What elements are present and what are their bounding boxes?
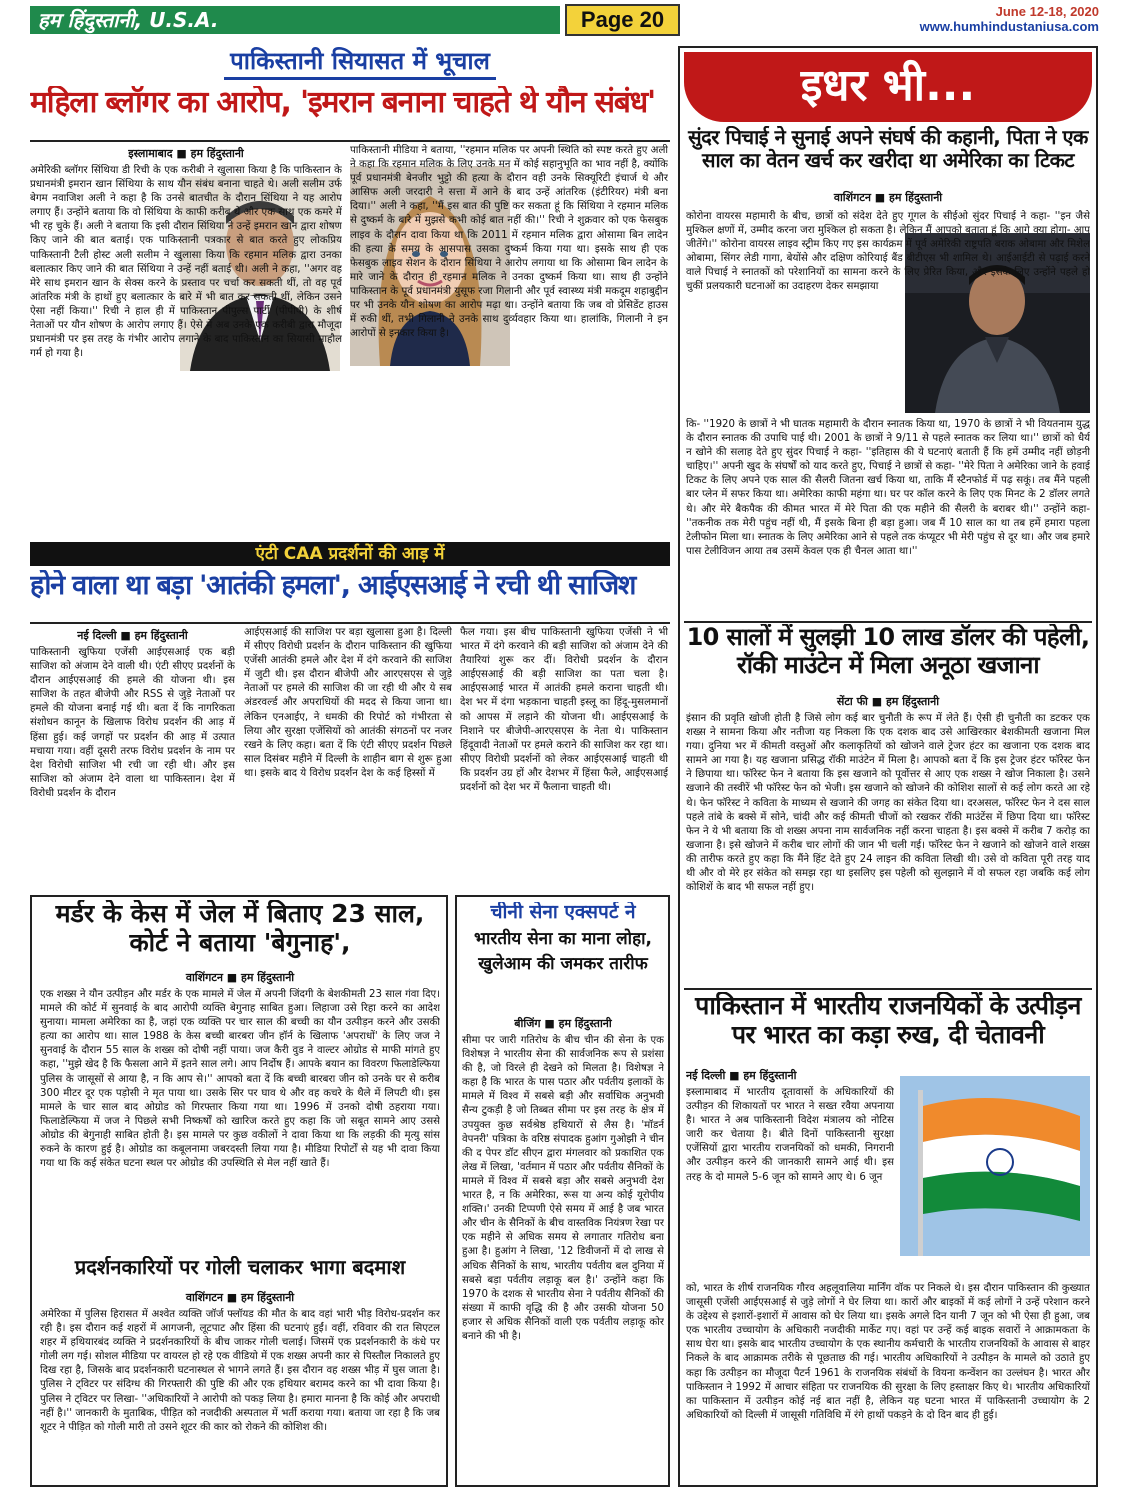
story6-body: कि- ''1920 के छात्रों ने भी घातक महामारी के दौरान स्नातक किया था, 1970 के छात्रों ने भी वियतनाम युद्ध के दौरान स्नातक की उपाधि पाई थी। 2001 के छात्रों ने 9/11 से पहले स्नातक कर लिया था।'' छात्रों को धैर्य न खोने की सलाह देते हुए सुंदर पिचाई ने कहा- ''इतिहास की ये घटनाएं बताती हैं कि हमें उम्मीद नहीं छोड़नी चाहिए।'' अपनी खुद के संघर्षों को याद करते हुए, पिचाई ने छात्रों से कहा- ''मेरे पिता ने अमेरिका जाने के हवाई टिकट के लिए अपने एक साल की सैलरी जितना खर्च किया था, ताकि मैं स्टैनफोर्ड में पढ़ सकूं। तब मैंने पहली बार प्लेन में सफर किया था। अमेरिका काफी महंगा था। घर पर कॉल करने के लिए एक मिनट के 2 डॉलर लगते थे। और मेरे बैकपैक की कीमत भारत में मेरे पिता की एक महीने की सैलरी के बराबर थी।'' उन्होंने कहा- ''तकनीक तक मेरी पहुंच नहीं थी, मैं इसके बिना ही बड़ा हुआ। जब मैं 10 साल का था तब हमें हमारा पहला टेलीफोन मिला था। स्नातक के लिए अमेरिका आने से पहले तक कंप्यूटर भी मेरी पहुंच से दूर था। और जब हमारे पास टेलीविजन आया तब उसमें केवल एक ही चैनल आता था।'' xyxy=(686,419,1090,557)
right-section-banner xyxy=(684,52,1092,122)
story5-byline: बीजिंग ■ हम हिंदुस्तानी xyxy=(514,1017,612,1030)
story8-intro-column xyxy=(686,1066,894,1282)
story4-byline: वाशिंगटन ■ हम हिंदुस्तानी xyxy=(185,1291,295,1304)
story2-body-1: पाकिस्तानी खुफिया एजेंसी आईएसआई एक बड़ी साजिश को अंजाम देने वाली थी। एंटी सीएए प्रदर्शनों के दौरान आईएसआई की हमले की योजना थी। इस साजिश के तहत बीजेपी और RSS से जुड़े नेताओं पर हमले की योजना बनाई गई थी। बता दें कि नागरिकता संशोधन कानून के खिलाफ विरोध प्रदर्शन की आड़ में हिंसा हुई। कई जगहों पर प्रदर्शन की आड़ में उत्पात मचाया गया। वहीं दूसरी तरफ विरोध प्रदर्शन के नाम पर देश विरोधी साजिश भी रची जा रही थी। और इस साजिश को अंजाम देने वाला था पाकिस्तान। देश में विरोधी प्रदर्शन के दौरान xyxy=(30,647,235,799)
story1-headline: महिला ब्लॉगर का आरोप, 'इमरान बनाना चाहते थे यौन संबंध' xyxy=(30,86,655,120)
story6-intro-column xyxy=(686,210,1090,418)
story2-divider xyxy=(30,622,670,624)
masthead xyxy=(0,0,1135,40)
story6-byline-wrap xyxy=(686,190,1090,208)
story3-body-column xyxy=(40,968,440,1244)
story8-byline: नई दिल्ली ■ हम हिंदुस्तानी xyxy=(686,1069,797,1082)
story1-kicker xyxy=(140,44,580,84)
story8-headline: पाकिस्तान में भारतीय राजनयिकों के उत्पीड़न पर भारत का कड़ा रुख, दी चेतावनी xyxy=(695,992,1081,1049)
story5-body: सीमा पर जारी गतिरोध के बीच चीन की सेना के एक विशेषज्ञ ने भारतीय सेना की सार्वजनिक रूप से प्रशंसा की है, जो विरले ही देखने को मिलता है। विशेषज्ञ ने कहा है कि भारत के पास पठार और पर्वतीय इलाकों के मामले में विश्व में सबसे बड़ी और सर्वाधिक अनुभवी सैन्य टुकड़ी है जो तिब्बत सीमा पर इस तरह के क्षेत्र में उपयुक्त कुछ सर्वश्रेष्ठ हथियारों से लैस है। 'मॉडर्न वेपनरी' पत्रिका के वरिष्ठ संपादक हुआंग गुओझी ने चीन की द पेपर डॉट सीएन द्वारा मंगलवार को प्रकाशित एक लेख में लिखा, 'वर्तमान में पठार और पर्वतीय सैनिकों के मामले में विश्व में सबसे बड़ा और सबसे अनुभवी देश भारत है, न कि अमेरिका, रूस या अन्य कोई यूरोपीय शक्ति।' उनकी टिप्पणी ऐसे समय में आई है जब भारत और चीन के सैनिकों के बीच वास्तविक नियंत्रण रेखा पर एक महीने से अधिक समय से लगातार गतिरोध बना हुआ है। हुआंग ने लिखा, '12 डिवीजनों में दो लाख से अधिक सैनिकों के साथ, भारतीय पर्वतीय बल दुनिया में सबसे बड़ा पर्वतीय लड़ाकू बल है।' उन्होंने कहा कि 1970 के दशक से भारतीय सेना ने पर्वतीय सैनिकों की संख्या में काफी वृद्धि की है और उसकी योजना 50 हजार से अधिक सैनिकों वाली एक पर्वतीय लड़ाकू कोर बनाने की भी है। xyxy=(462,1035,664,1342)
story1-byline: इस्लामाबाद ■ हम हिंदुस्तानी xyxy=(128,147,244,160)
story6-intro: कोरोना वायरस महामारी के बीच, छात्रों को संदेश देते हुए गूगल के सीईओ सुंदर पिचाई ने कहा- ''इन जैसे मुश्किल क्षणों में, उम्मीद करना जरा मुश्किल हो सकता है। लेकिन मैं आपको बताता हूं कि आगे क्या होगा- आप जीतेंगे।'' कोरोना वायरस लाइव स्ट्रीम किए गए इस कार्यक्रम में पूर्व अमेरिकी राष्ट्रपति बराक ओबामा और मिशेल ओबामा, सिंगर लेडी गागा, बेयोंसे और दक्षिण कोरियाई बैंड बीटीएस भी शामिल थे। आईआईटी से पढ़ाई करने वाले पिचाई ने स्नातकों को परेशानियों का सामना करने के लिए प्रेरित किया, और इसके लिए उन्होंने पहले हो चुकीं प्रलयकारी घटनाओं का उदाहरण देकर समझाया xyxy=(686,211,1090,293)
story3-body: एक शख्स ने यौन उत्पीड़न और मर्डर के एक मामले में जेल में अपनी जिंदगी के बेशकीमती 23 साल गंवा दिए। मामले की कोर्ट में सुनवाई के बाद आरोपी व्यक्ति बेगुनाह साबित हुआ। लिहाजा उसे रिहा करने का आदेश सुनाया। मामला अमेरिका का है, जहां एक व्यक्ति पर चार साल की बच्ची का यौन उत्पीड़न करने और उसकी हत्या का आरोप था। साल 1988 के केस बच्ची बारबरा जीन हॉर्न के खिलाफ 'अपराधों' के लिए जज ने सुनवाई के दौरान 55 साल के शख्स को दोषी नहीं पाया। जज कैरी वुड ने वाल्टर ओग्रोड से माफी मांगते हुए कहा, ''मुझे खेद है कि फैसला आने में इतने साल लगे। आप निर्दोष हैं। आपके बयान का विवरण फिलाडेल्फिया पुलिस के जासूसों से आया है, न कि आप से।'' आपको बता दें कि बच्ची बारबरा जीन को उनके घर से करीब 300 मीटर दूर एक पड़ोसी ने मृत पाया था। उसके सिर पर घाव थे और वह कचरे के थैले में लिपटी थी। इस मामले के चार साल बाद ओग्रोड को गिरफ्तार किया गया था। 1996 में उनको दोषी ठहराया गया। फिलाडेल्फिया में जज ने पिछले सभी निष्कर्षों को खारिज करते हुए कहा कि जो सबूत सामने आए उससे ओग्रोड की बेगुनाही साबित होती है। इस मामले पर कुछ वकीलों ने दावा किया था कि लड़की की मृत्यु सांस रुकने के कारण हुई है। ओग्रोड का कबूलनामा जबरदस्ती लिया गया है। मीडिया रिपोर्टों से यह भी दावा किया गया था कि कई संकेत घटना स्थल पर ओग्रोड की उपस्थिति से मेल नहीं खाते हैं। xyxy=(40,989,440,1170)
story8-intro: इस्लामाबाद में भारतीय दूतावासों के अधिकारियों की उत्पीड़न की शिकायतों पर भारत ने सख्त रवैया अपनाया है। भारत ने अब पाकिस्तानी विदेश मंत्रालय को नोटिस जारी कर चेताया है। बीते दिनों पाकिस्तानी सुरक्षा एजेंसियों द्वारा भारतीय राजनयिकों को धमकी, निगरानी और उत्पीड़न करने की जानकारी सामने आई थी। इस तरह के दो मामले 5-6 जून को सामने आए थे। 6 जून xyxy=(686,1087,894,1183)
story2-kicker: एंटी CAA प्रदर्शनों की आड़ में xyxy=(255,544,445,564)
story2-headline: होने वाला था बड़ा 'आतंकी हमला', आईएसआई ने रची थी साजिश xyxy=(30,570,636,601)
story1-column-2 xyxy=(350,144,668,539)
story8-body: को, भारत के शीर्ष राजनयिक गौरव अहलूवालिया मार्निंग वॉक पर निकले थे। इस दौरान पाकिस्तान की कुख्यात जासूसी एजेंसी आईएसआई से जुड़े लोगों ने घेर लिया था। कारों और बाइकों में कई लोगों ने उन्हें परेशान करने के उद्देश्य से इशारों-इशारों में आवास को घेर लिया था। इसके अगले दिन यानी 7 जून को भी ऐसा ही हुआ, जब एक भारतीय उच्चायोग के अधिकारी नजदीकी मार्केट गए। वहां पर उन्हें कई बाइक सवारों ने आक्रामकता के साथ घेरा था। इसके बाद भारतीय उच्चायोग के एक स्थानीय कर्मचारी के भारतीय राजनयिकों के आवास से बाहर निकले के बाद आक्रामक तरीके से पूछताछ की गई। भारतीय अधिकारियों ने उत्पीड़न के मामले को उठाते हुए कहा कि उत्पीड़न का मौजूदा पैटर्न 1961 के राजनयिक संबंधों के वियना कन्वेंशन का उल्लंघन है। भारत और पाकिस्तान ने 1992 में आचार संहिता पर राजनयिक की सुरक्षा के लिए हस्ताक्षर किए थे। भारतीय अधिकारियों का पाकिस्तान में उत्पीड़न कोई नई बात नहीं है, लेकिन यह घटना भारत में पाकिस्तानी उच्चायोग के 2 अधिकारियों को दिल्ली में जासूसी गतिविधि में रंगे हाथों पकड़ने के दो दिन बाद ही हुई। xyxy=(686,1283,1090,1421)
page-number: Page 20 xyxy=(565,4,680,36)
story3-byline: वाशिंगटन ■ हम हिंदुस्तानी xyxy=(185,971,295,984)
story5-headline-line1: चीनी सेना एक्सपर्ट ने xyxy=(490,902,636,923)
story5-body-column xyxy=(462,1014,664,1482)
story4-body-column xyxy=(40,1288,440,1484)
story5-headline xyxy=(462,902,664,1014)
story2-body-3: फैल गया। इस बीच पाकिस्तानी खुफिया एजेंसी ने भी भारत में दंगे करवाने की बड़ी साजिश को अंजाम देने की तैयारियां शुरू कर दीं। विरोधी प्रदर्शन के दौरान आईएसआई की बड़ी साजिश का पता चला है। आईएसआई भारत में आतंकी हमले कराना चाहती थी। देश भर में दंगा भड़काना चाहती इस्लू का हिंदू-मुसलमानों को आपस में लड़ाने की योजना थी। आईएसआई के निशाने पर बीजेपी-आरएसएस के नेता थे। पाकिस्तान हिंदूवादी नेताओं पर हमले कराने की साजिश कर रहा था। सीएए विरोधी प्रदर्शनों को लेकर आईएसआई चाहती थी कि प्रदर्शन उग्र हों और देशभर में हिंसा फैले, आईएसआई प्रदर्शनों को देश भर में फैलाना चाहती थी। xyxy=(460,627,668,794)
website-link[interactable]: www.humhindustaniusa.com xyxy=(919,19,1099,34)
story1-body-2: पाकिस्तानी मीडिया ने बताया, ''रहमान मलिक पर अपनी स्थिति को स्पष्ट करते हुए अली ने कहा कि रहमान मलिक के लिए उनके मन में कोई सहानुभूति का भाव नहीं है, क्योंकि पूर्व प्रधानमंत्री बेनजीर भुट्टो की हत्या के दौरान वही उनके सिक्यूरिटी इंचार्ज थे और आसिफ अली जरदारी ने सत्ता में आने के बाद उन्हें आंतरिक (इंटीरियर) मंत्री बना दिया।'' अली ने कहा, ''मैं इस बात की पुष्टि कर सकता हूं कि सिंथिया ने रहमान मलिक से दुष्कर्म के बारे में मुझसे कभी कोई बात नहीं की।'' रिची ने शुक्रवार को एक फेसबुक लाइव के दौरान दावा किया था कि 2011 में रहमान मलिक द्वारा ओसामा बिन लादेन की हत्या के समय के आसपास उसका दुष्कर्म किया गया था। इसके साथ ही एक फेसबुक लाइव सेशन के दौरान सिंथिया ने आरोप लगाया था कि ओसामा बिन लादेन के मारे जाने के दौरान ही रहमान मलिक ने उनका दुष्कर्म किया था। साथ ही उन्होंने पाकिस्तान के पूर्व प्रधानमंत्री युसूफ रजा गिलानी और पूर्व स्वास्थ्य मंत्री मकदूम शहाबुद्दीन पर भी उनके यौन शोषण का आरोप मढ़ा था। उन्होंने बताया कि जब वो प्रेसिडेंट हाउस में रुकी थीं, तभी गिलानी ने उनके साथ दुर्व्यवहार किया था। हालांकि, गिलानी ने इन आरोपों से इनकार किया है। xyxy=(350,145,668,340)
story7-byline: सेंटा फी ■ हम हिंदुस्तानी xyxy=(836,695,940,708)
story5-headline-line2: भारतीय सेना का माना लोहा, xyxy=(474,928,652,949)
story6-body-column xyxy=(686,418,1090,618)
story6-byline: वाशिंगटन ■ हम हिंदुस्तानी xyxy=(833,191,943,204)
paper-name: हम हिंदुस्तानी, U.S.A. xyxy=(30,6,560,34)
story4-body: अमेरिका में पुलिस हिरासत में अश्वेत व्यक्ति जॉर्ज फ्लॉयड की मौत के बाद वहां भारी भीड़ विरोध-प्रदर्शन कर रही है। इस दौरान कई शहरों में आगजनी, लूटपाट और हिंसा की घटनाएं हुईं। वहीं, रविवार की रात सिएटल शहर में हथियारबंद व्यक्ति ने प्रदर्शनकारियों के बीच जाकर गोली चलाई। जिसमें एक प्रदर्शनकारी के कंधे पर गोली लग गई। सोशल मीडिया पर वायरल हो रहे एक वीडियो में एक शख्स अपनी कार से पिस्तौल निकालते हुए दिख रहा है, जिसके बाद प्रदर्शनकारी घटनास्थल से भागने लगते हैं। इस दौरान वह शख्स भीड़ में घुस जाता है। पुलिस ने ट्विटर पर संदिग्ध की गिरफ्तारी की पुष्टि की और एक हथियार बरामद करने का भी दावा किया है। पुलिस ने ट्विटर पर लिखा- ''अधिकारियों ने आरोपी को पकड़ लिया है। हमारा मानना है कि कोई और अपराधी नहीं है।'' जानकारी के मुताबिक, पीड़ित को नजदीकी अस्पताल में भर्ती कराया गया। बताया जा रहा है कि जब शूटर ने पीड़ित को गोली मारी तो उसने शूटर की कार को रोकने की कोशिश की। xyxy=(40,1309,440,1433)
indian-flag-icon xyxy=(900,1076,1090,1256)
story2-column-1 xyxy=(30,626,235,888)
story2-column-2 xyxy=(244,626,452,888)
story5-headline-line3: खुलेआम की जमकर तारीफ xyxy=(478,954,648,975)
story1-body-1: अमेरिकी ब्लॉगर सिंथिया डी रिची के एक करीबी ने खुलासा किया है कि पाकिस्तान के प्रधानमंत्री इमरान खान सिंथिया के साथ यौन संबंध बनाना चाहते थे। अली सलीम उर्फ बेगम नवाजिश अली ने कहा है कि उनसे बातचीत के दौरान सिंथिया ने यह आरोप लगाए हैं। उन्होंने बताया कि वो सिंथिया के काफी करीब थे और एक साथ एक कमरे में भी रह चुके हैं। अली ने बताया कि इसी दौरान सिंथिया ने उन्हें इमरान खान द्वारा शोषण किए जाने की बात बताई। एक पाकिस्तानी पत्रकार से बात करते हुए लोकप्रिय पाकिस्तानी टैली होस्ट अली सलीम ने खुलासा किया कि रहमान मलिक द्वारा उनका बलात्कार किए जाने की बात सिंथिया ने उन्हें नहीं बताई थी। अली ने कहा, ''अगर वह मेरे साथ इमरान खान के सेक्स करने के प्रस्ताव पर चर्चा कर सकती थीं, तो वह पूर्व आंतरिक मंत्री के हाथों हुए बलात्कार के बारे में भी बात कर सकती थीं, लेकिन उसने ऐसा नहीं किया।'' रिची ने हाल ही में पाकिस्तान पीपुल्स पार्टी (पीपीपी) के शीर्ष नेताओं पर यौन शोषण के आरोप लगाए हैं। ऐसे में अब उनके एक करीबी द्वारा मौजूदा प्रधानमंत्री पर इस तरह के गंभीर आरोप लगाने के बाद पाकिस्तान का सियासी माहौल गर्म हो गया है। xyxy=(30,165,342,360)
masthead-info xyxy=(920,4,1099,34)
story1-column-1 xyxy=(30,144,342,539)
story4-headline: प्रदर्शनकारियों पर गोली चलाकर भागा बदमाश xyxy=(74,1256,406,1279)
story3-headline: मर्डर के केस में जेल में बिताए 23 साल, कोर्ट ने बताया 'बेगुनाह', xyxy=(55,900,425,957)
story1-kicker-text: पाकिस्तानी सियासत में भूचाल xyxy=(224,44,496,80)
story2-byline: नई दिल्ली ■ हम हिंदुस्तानी xyxy=(77,629,188,642)
story7-body-column xyxy=(686,692,1090,986)
indian-flag-photo xyxy=(900,1076,1090,1256)
right-section-title: इधर भी... xyxy=(800,60,976,111)
story2-kicker-band xyxy=(30,542,670,566)
story2-body-2: आईएसआई की साजिश पर बड़ा खुलासा हुआ है। दिल्ली में सीएए विरोधी प्रदर्शन के दौरान पाकिस्तान की खुफिया एजेंसी आतंकी हमले और देश में दंगे करवाने की साजिश में जुटी थी। इस दौरान बीजेपी और आरएसएस से जुड़े नेताओं पर हमले की साजिश की जा रही थी और ये सब अंडरवर्ल्ड और अपराधियों की मदद से किया जाना था। लेकिन एनआईए, ने धमकी की रिपोर्ट को गंभीरता से लिया और सुरक्षा एजेंसियों को आतंकी संगठनों पर नजर रखने के लिए कहा। बता दें कि एंटी सीएए प्रदर्शन पिछले साल दिसंबर महीने में दिल्ली के शाहीन बाग से शुरू हुआ था। इसके बाद ये विरोध प्रदर्शन देश के कई हिस्सों में xyxy=(244,627,452,779)
issue-date: June 12-18, 2020 xyxy=(995,4,1099,19)
story7-body: इंसान की प्रवृति खोजी होती है जिसे लोग कई बार चुनौती के रूप में लेते हैं। ऐसी ही चुनौती का डटकर एक शख्स ने सामना किया और नतीजा यह निकला कि एक दशक बाद उसे आखिरकार बेशकीमती खजाना मिल गया। दुनिया भर में कीमती वस्तुओं और कलाकृतियों को खोजने वाले ट्रेजर हंटर का खजाना एक दशक बाद सामने आ गया है। यह खजाना प्रसिद्ध रॉकी माउंटेन में मिला है। आपको बता दें कि इस ट्रेजर हंटर फॉरेस्ट फेन ने छिपाया था। फॉरेस्ट फेन ने बताया कि इस खजाने को पूर्वोत्तर से आए एक शख्स ने खोज निकाला है। उसने खजाने की तस्वीरें भी फॉरेस्ट फेन को भेजी। इस खजाने को खोजने की कोशिश सालों से कई लोग करते आ रहे थे। फेन फॉरेस्ट ने कविता के माध्यम से खजाने की जगह का संकेत दिया था। दरअसल, फॉरेस्ट फेन ने दस साल पहले तांबे के बक्से में सोने, चांदी और कई कीमती चीजों को रखकर रॉकी माउंटेंस में छिपा दिया था। फॉरेस्ट फेन ने ये भी बताया कि वो शख्स अपना नाम सार्वजनिक नहीं करना चाहता है। इस बक्से में करीब 7 करोड़ का खजाना है। इसे खोजने में करीब चार लोगों की जान भी चली गई। फॉरेस्ट फेन ने खजाने को खोजने वाले शख्स की तारीफ करते हुए कहा कि मैंने हिंट देते हुए 24 लाइन की कविता लिखी थी। उसे वो कविता पूरी तरह याद थी और वो मेरे हर संकेत को समझ रहा था इसलिए इस पहेली को सुलझाने में वो सफल रहा जबकि कई लोग कोशिशें के बाद भी सफल नहीं हुए। xyxy=(686,713,1090,894)
story2-column-3 xyxy=(460,626,668,888)
story7-headline: 10 सालों में सुलझी 10 लाख डॉलर की पहेली, रॉकी माउंटेन में मिला अनूठा खजाना xyxy=(686,624,1090,679)
story8-body-column xyxy=(686,1282,1090,1482)
story6-divider xyxy=(684,621,1092,623)
story7-divider xyxy=(684,988,1092,990)
story1-divider xyxy=(30,140,670,142)
story6-headline: सुंदर पिचाई ने सुनाई अपने संघर्ष की कहानी, पिता ने एक साल का वेतन खर्च कर खरीदा था अमेरिका का टिकट xyxy=(688,126,1088,172)
